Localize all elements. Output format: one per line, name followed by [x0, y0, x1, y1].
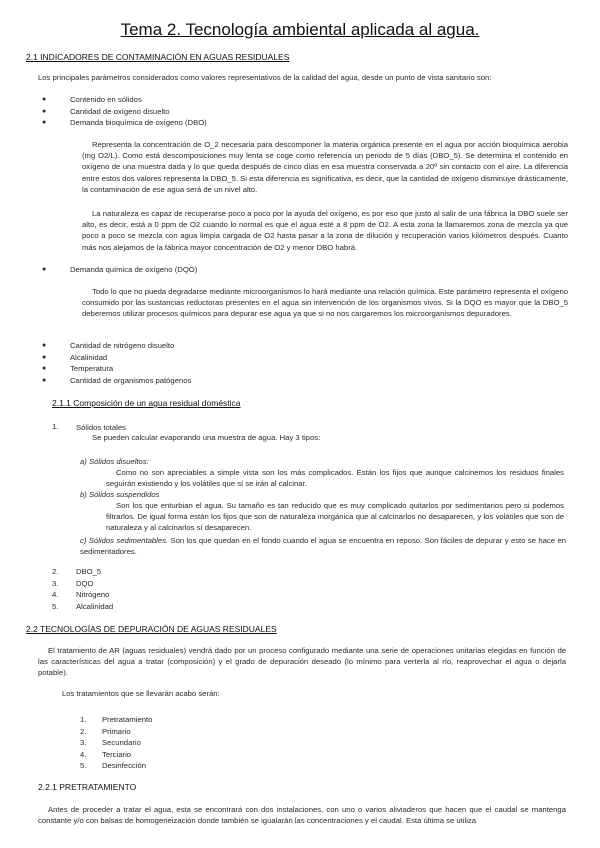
list-item: ● Cantidad de organismos patógenos: [42, 375, 192, 385]
bullet-list-a: [0, 94, 600, 129]
tipo-c-text: Son los que quedan en el fondo cuando el agua se encuentra en reposo. Son fáciles de depurar y esto se hace en sedimentadores.: [80, 536, 566, 557]
section-heading-2-1: 2.1 INDICADORES DE CONTAMINACIÓN EN AGUAS RESIDUALES: [26, 52, 290, 62]
list-item: 2. DBO_5: [52, 567, 102, 576]
bullet-icon: ●: [42, 107, 47, 115]
list-item: 4. Nitrógeno: [52, 590, 110, 600]
dbo-paragraph-2: La naturaleza es capaz de recuperarse poco a poco por la ayuda del oxígeno, es por eso que justo al salir de una fábrica la DBO suele ser alto, es decir, está a 0 ppm de O2 cuando lo normal es que el agua esté a 8 ppm de O2. A esta zona la llamaremos zona de mezcla ya que poco a poco se mezcla con agua limpia cargada de O2 hasta pasar a la zona de dilución y recuperación varios kilómetros después. Cuanto más nos alejamos de la fábrica mayor concentración de O2 y menor DBO habrá.: [82, 209, 568, 252]
list-item: 4. Terciario: [80, 749, 132, 759]
section-intro: Los principales parámetros considerados como valores representativos de la calidad del agua, desde un punto de vista sanitario son:: [38, 73, 492, 82]
list-item: ● Demanda bioquímica de oxígeno (DBO): [42, 118, 207, 128]
tipo-b-text: Son los que enturbian el agua. Su tamaño es tan reducido que es muy complicado quitarlos por sedimentarios pero si podemos filtrarlos. De igual forma están los fijos que son de naturaleza inorgánica que al calcinarlos no desaparecen, y los volátiles que son de naturaleza y al calcinarlos sí desaparecen.: [106, 501, 564, 533]
list-item: 5. Desinfección: [80, 761, 147, 771]
bullet-icon: ●: [42, 353, 47, 361]
dbo-paragraph-1: Representa la concentración de O_2 necesaria para descomponer la materia orgánica presente en el agua por acción bioquímica aerobia (mg O2/L). Como está descomposiciones muy lenta se coge como referencia un periodo de 5 días (DBO_5). Se determina el contenido en oxígeno de una muestra dada y lo que queda después de cinco días en esa muestra conservada a 20º sin contacto con el aire. La diferencia entre estos dos valores representa la DBO_5. Si esta diferencia es significativa, es decir, que la cantidad de oxígeno disminuye drásticamente, la contaminación de ese agua será de un nivel alto.: [82, 140, 568, 194]
list-item: ● Cantidad de nitrógeno disuelto: [42, 341, 175, 350]
tipo-c-label: c) Sólidos sedimentables.: [80, 536, 169, 545]
bullet-icon: ●: [42, 342, 47, 349]
section-heading-2-2: 2.2 TECNOLOGÍAS DE DEPURACIÓN DE AGUAS RESIDUALES: [26, 624, 277, 634]
bullet-list-b: [0, 340, 600, 386]
tratamientos-list: [0, 714, 600, 772]
list-item: 3. DQO: [52, 578, 94, 588]
list-item: ● Demanda química de oxígeno (DQO): [42, 265, 198, 274]
list-item: 5. Alcalinidad: [52, 601, 114, 611]
list-item: 3. Secundario: [80, 738, 141, 748]
tipo-c-paragraph: [80, 535, 566, 557]
tipo-b-label: b) Sólidos suspendidos: [80, 490, 160, 499]
list-item: 2. Primario: [80, 726, 131, 736]
list-item: ● Cantidad de oxígeno disuelto: [42, 106, 170, 116]
list-number: 1.: [52, 422, 59, 431]
bullet-icon: ●: [42, 266, 47, 273]
tratamientos-intro: Los tratamientos que se llevarán acabo serán:: [62, 689, 220, 698]
dqo-paragraph: Todo lo que no pueda degradarse mediante microorganismos lo hará mediante una relación química. Este parámetro representa el oxígeno consumido por las sustancias reductoras presentes en el agua sin intervención de los organismos vivos. Si la DQO es mayor que la DBO_5 deberemos utilizar procesos químicos para depurar ese agua ya que si no nos cargaremos los microorganismos depuradores.: [82, 287, 568, 319]
pretratamiento-paragraph: Antes de proceder a tratar el agua, esta se encontrará con dos instalaciones, con uno o varios aliviaderos que hacen que el caudal se mantenga constante y/o con balsas de homogeneización donde también se igualarán las concentraciones y el caudal. Esta última se utiliza: [38, 805, 566, 826]
solidos-intro: Se pueden calcular evaporando una muestra de agua. Hay 3 tipos:: [92, 433, 321, 442]
list-item: ● Temperatura: [42, 364, 114, 374]
bullet-icon: ●: [42, 365, 47, 373]
tipo-a-label: a) Sólidos disueltos:: [80, 457, 149, 466]
list-item: ● Alcalinidad: [42, 352, 108, 362]
list-item: ● Contenido en sólidos: [42, 95, 142, 104]
section-2-2-intro: El tratamiento de AR (aguas residuales) vendrá dado por un proceso configurado mediante una serie de operaciones unitarias elegidas en función de las características del agua a tratar (composición) y el grado de depuración deseado (lo mínimo para verterla al río, reaprovechar el agua o dejarla potable).: [38, 646, 566, 678]
bullet-icon: ●: [42, 376, 47, 384]
list-item: 1. Pretratamiento: [80, 715, 153, 724]
subsection-heading-2-2-1: 2.2.1 PRETRATAMIENTO: [38, 782, 137, 792]
bullet-icon: ●: [42, 119, 47, 127]
numbered-list: [0, 566, 600, 612]
bullet-icon: ●: [42, 96, 47, 103]
solidos-title: Sólidos totales: [76, 423, 126, 432]
tipo-a-text: Como no son apreciables a simple vista son los más complicados. Están los fijos que aunque calcinemos los residuos finales seguirán existiendo y los volátiles que sí se irán al calcinar.: [106, 468, 564, 489]
page-title: Tema 2. Tecnología ambiental aplicada al agua.: [120, 20, 480, 39]
subsection-heading-2-1-1: 2.1.1 Composición de un agua residual doméstica: [52, 398, 241, 408]
